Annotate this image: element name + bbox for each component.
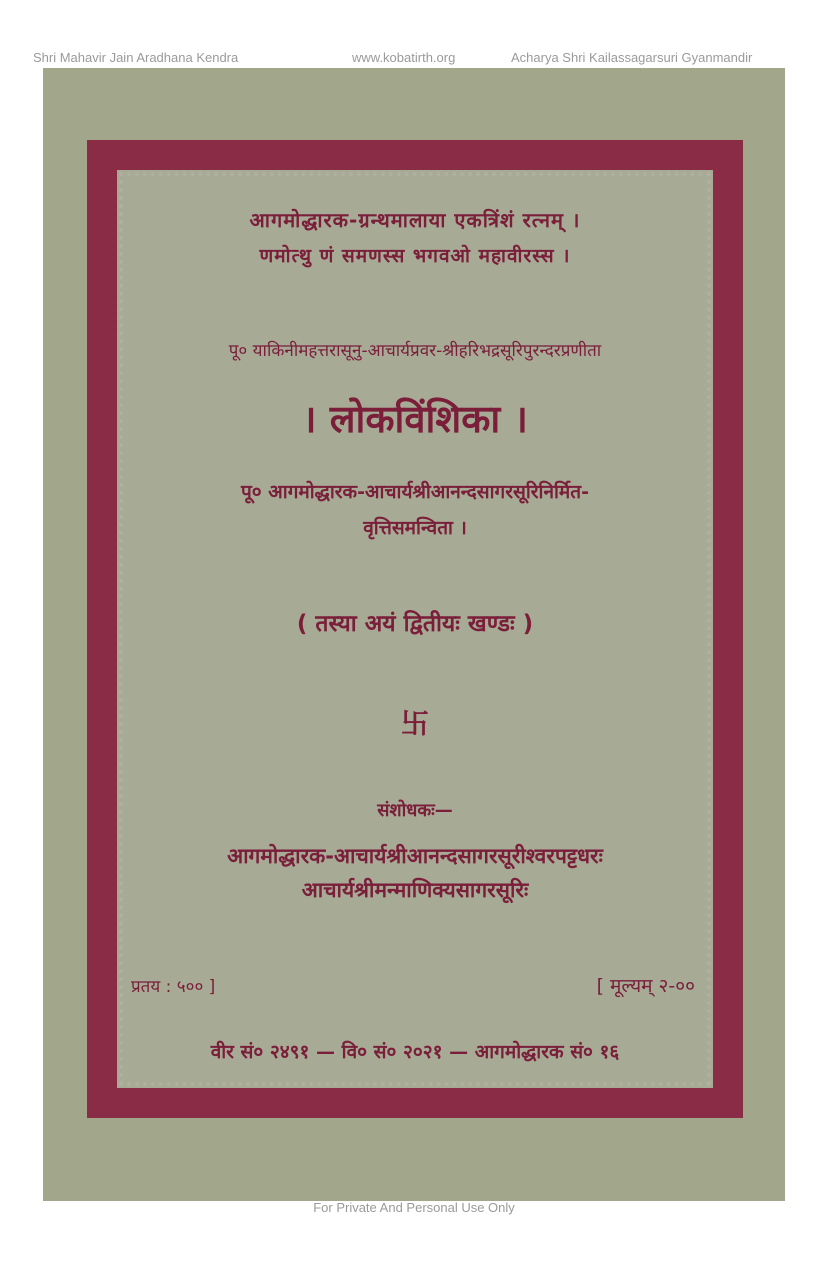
editor-line-2: आचार्यश्रीमन्माणिक्यसागरसूरिः [301,878,529,902]
book-title: । लोकविंशिका । [302,397,528,441]
editor-line-1: आगमोद्धारक-आचार्यश्रीआनन्दसागरसूरीश्वरपट्टधरः [227,844,603,868]
part-line: ( तस्या अयं द्वितीयः खण्डः ) [296,611,534,637]
commentary-line-2: वृत्तिसमन्विता । [363,517,467,539]
header-right-text: Acharya Shri Kailassagarsuri Gyanmandir [511,50,753,65]
namaskar-line: णमोत्थु णं समणस्स भगवओ महावीरस्स । [259,245,571,267]
series-line: आगमोद्धारक-ग्रन्थमालाया एकत्रिंशं रत्नम् । [249,208,581,232]
site-footer: For Private And Personal Use Only [313,1200,515,1215]
author-line: पू० याकिनीमहत्तरासूनु-आचार्यप्रवर-श्रीहरिभद्रसूरिपुरन्दरप्रणीता [228,341,602,361]
price: [ मूल्यम् २-०० [596,975,695,997]
commentary-line-1: पू० आगमोद्धारक-आचार्यश्रीआनन्दसागरसूरिनिर्मित- [241,481,589,503]
era-line: वीर सं० २४९१ — वि० सं० २०२१ — आगमोद्धारक सं० १६ [210,1041,620,1063]
title-page-content [117,170,713,1088]
header-center-text[interactable]: www.kobatirth.org [352,50,456,65]
editor-label: संशोधकः— [377,800,453,821]
copies-count: प्रतय : ५०० ] [131,977,216,997]
swastika-icon: 卐 [400,707,429,740]
site-header [0,50,828,68]
header-left-text: Shri Mahavir Jain Aradhana Kendra [33,50,239,65]
